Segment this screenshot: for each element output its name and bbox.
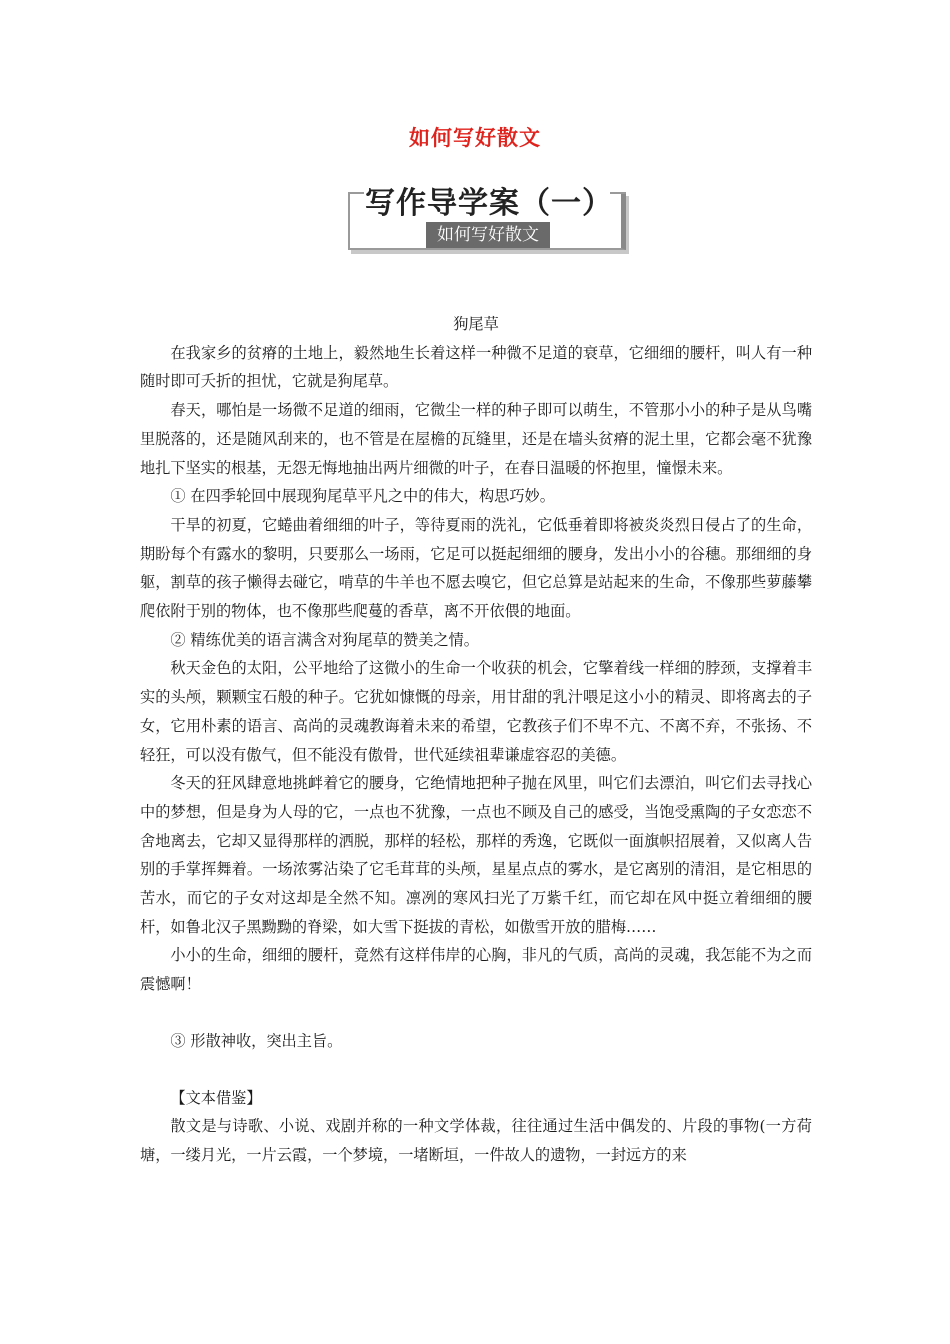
spacer bbox=[140, 999, 812, 1027]
spacer bbox=[140, 1056, 812, 1084]
section-heading: 【文本借鉴】 bbox=[170, 1088, 262, 1107]
paragraph: 在我家乡的贫瘠的土地上，毅然地生长着这样一种微不足道的衰草，它细细的腰杆，叫人有一种随时即可夭折的担忧，它就是狗尾草。 bbox=[140, 343, 812, 391]
banner-heading: 写作导学案（一） bbox=[365, 186, 613, 221]
paragraph: 冬天的狂风肆意地挑衅着它的腰身，它绝情地把种子抛在风里，叫它们去漂泊，叫它们去寻找心中的梦想，但是身为人母的它，一点也不犹豫，一点也不顾及自己的感受，当饱受熏陶的子女恋恋不舍地离去，它却又显得那样的洒脱，那样的轻松，那样的秀逸，它既似一面旗帜招展着，又似离人告别的手掌挥舞着。一场浓雾沾染了它毛茸茸的头颅，星星点点的雾水，是它离别的清泪，是它相思的苦水，而它的子女对这却是全然不知。凛冽的寒风扫光了万紫千红，而它却在风中挺立着细细的腰杆，如鲁北汉子黑黝黝的脊梁，如大雪下挺拔的青松，如傲雪开放的腊梅…… bbox=[140, 774, 812, 936]
paragraph: 干旱的初夏，它蜷曲着细细的叶子，等待夏雨的洗礼，它低垂着即将被炎炎烈日侵占了的生命，期盼每个有露水的黎明，只要那么一场雨，它足可以挺起细细的腰身，发出小小的谷穗。那细细的身躯，割草的孩子懒得去碰它，啃草的牛羊也不愿去嗅它，但它总算是站起来的生命，不像那些萝藤攀爬依附于别的物体，也不像那些爬蔓的香草，离不开依偎的地面。 bbox=[140, 515, 812, 621]
paragraph: 小小的生命，细细的腰杆，竟然有这样伟岸的心胸，非凡的气质，高尚的灵魂，我怎能不为之而震憾啊！ bbox=[140, 946, 812, 994]
annotation-note: ① 在四季轮回中展现狗尾草平凡之中的伟大，构思巧妙。 bbox=[170, 487, 555, 506]
annotation-note: ② 精练优美的语言满含对狗尾草的赞美之情。 bbox=[170, 630, 479, 649]
banner-subtitle: 如何写好散文 bbox=[426, 222, 550, 248]
annotation-note: ③ 形散神收，突出主旨。 bbox=[170, 1031, 343, 1050]
paragraph: 秋天金色的太阳，公平地给了这微小的生命一个收获的机会，它擎着线一样细的脖颈，支撑着丰实的头颅，颗颗宝石般的种子。它犹如慷慨的母亲，用甘甜的乳汁喂足这小小的精灵、即将离去的子女，它用朴素的语言、高尚的灵魂教诲着未来的希望，它教孩子们不卑不亢、不离不弃，不张扬、不轻狂，可以没有傲气，但不能没有傲骨，世代延续祖辈谦虚容忍的美德。 bbox=[140, 659, 812, 764]
essay-title: 狗尾草 bbox=[453, 315, 499, 333]
section-banner bbox=[348, 178, 630, 256]
article-body bbox=[140, 310, 812, 1170]
paragraph: 散文是与诗歌、小说、戏剧并称的一种文学体裁，往往通过生活中偶发的、片段的事物(一方荷塘，一缕月光，一片云霞，一个梦境，一堵断垣，一件故人的遗物，一封远方的来 bbox=[140, 1117, 812, 1164]
paragraph: 春天，哪怕是一场微不足道的细雨，它微尘一样的种子即可以萌生，不管那小小的种子是从鸟嘴里脱落的，还是随风刮来的，也不管是在屋檐的瓦缝里，还是在墙头贫瘠的泥土里，它都会毫不犹豫地扎下坚实的根基，无怨无悔地抽出两片细微的叶子，在春日温暖的怀抱里，憧憬未来。 bbox=[140, 401, 812, 477]
page-title: 如何写好散文 bbox=[409, 125, 541, 150]
